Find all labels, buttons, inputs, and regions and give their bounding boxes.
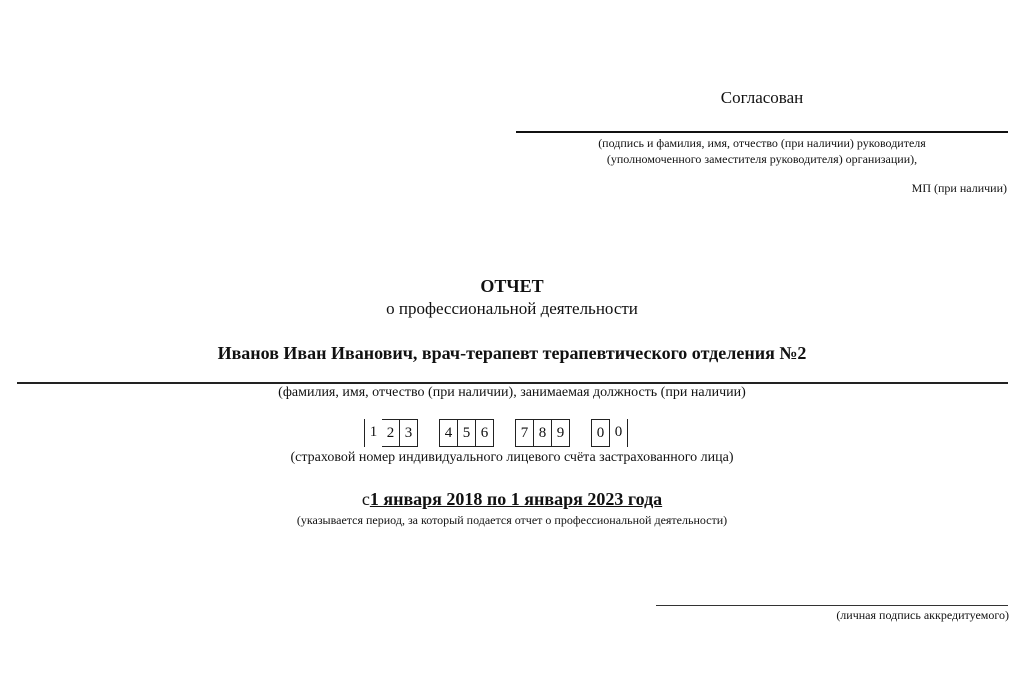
snils-digit: 4 xyxy=(439,419,458,447)
approval-signature-line xyxy=(516,131,1008,133)
snils-group-1 xyxy=(365,419,418,447)
snils-digit: 2 xyxy=(382,419,400,447)
snils-caption: (страховой номер индивидуального лицевого счёта застрахованного лица) xyxy=(290,450,734,465)
snils-number xyxy=(364,419,628,447)
stamp-label: МП (при наличии) xyxy=(911,181,1007,195)
person-underline xyxy=(17,382,1008,384)
approval-title: Согласован xyxy=(720,88,804,107)
approval-caption-line-1: (подпись и фамилия, имя, отчество (при наличии) руководителя xyxy=(598,136,926,150)
report-subtitle: о профессиональной деятельности xyxy=(386,299,638,318)
approval-caption xyxy=(516,135,1008,167)
person-caption: (фамилия, имя, отчество (при наличии), занимаемая должность (при наличии) xyxy=(278,385,746,400)
snils-digit: 7 xyxy=(515,419,534,447)
period-caption: (указывается период, за который подается отчет о профессиональной деятельности) xyxy=(296,513,728,527)
snils-right-bar xyxy=(627,419,628,447)
snils-digit: 0 xyxy=(614,423,623,440)
snils-digit: 6 xyxy=(476,419,494,447)
personal-signature-caption: (личная подпись аккредитуемого) xyxy=(836,608,1009,622)
snils-digit: 0 xyxy=(591,419,610,447)
snils-digit: 1 xyxy=(369,423,378,440)
snils-digit: 5 xyxy=(458,419,476,447)
snils-digit: 3 xyxy=(400,419,418,447)
snils-group-3 xyxy=(515,419,570,447)
snils-digit: 9 xyxy=(552,419,570,447)
snils-group-4 xyxy=(591,419,627,447)
person-name-position: Иванов Иван Иванович, врач-терапевт терапевтического отделения №2 xyxy=(217,343,807,363)
report-title: ОТЧЕТ xyxy=(480,276,544,296)
period-range: 1 января 2018 по 1 января 2023 года xyxy=(369,489,663,509)
approval-caption-line-2: (уполномоченного заместителя руководителя) организации), xyxy=(606,152,918,166)
snils-group-2 xyxy=(439,419,494,447)
snils-digit: 8 xyxy=(534,419,552,447)
period-prefix: с xyxy=(361,489,370,509)
report-period xyxy=(0,489,1024,510)
personal-signature-line xyxy=(656,605,1008,606)
